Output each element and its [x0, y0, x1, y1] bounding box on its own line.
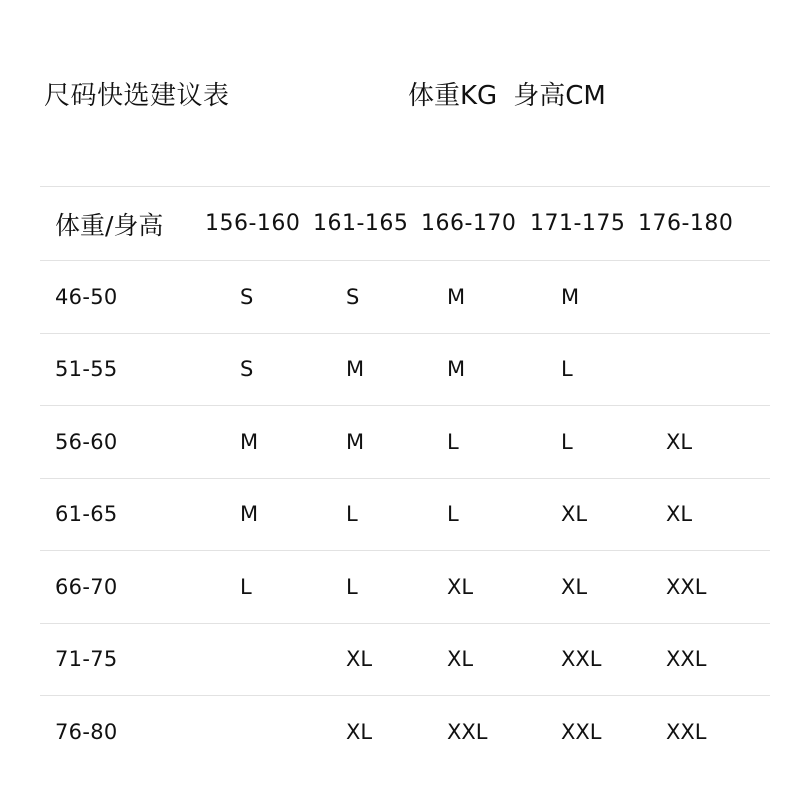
- height-header: 176-180: [638, 211, 734, 236]
- table-row: [40, 696, 770, 769]
- table-corner-label: 体重/身高: [55, 210, 164, 240]
- height-header: 171-175: [530, 211, 626, 236]
- size-cell: XXL: [666, 574, 707, 599]
- weight-label: 76-80: [55, 720, 118, 744]
- size-cell: XXL: [666, 720, 707, 744]
- size-cell: S: [346, 284, 360, 309]
- size-cell: M: [240, 429, 259, 454]
- weight-label: 56-60: [55, 429, 118, 454]
- size-cell: M: [447, 284, 466, 309]
- size-table: [40, 186, 770, 768]
- size-cell: XXL: [561, 647, 602, 672]
- weight-label: 71-75: [55, 647, 118, 672]
- size-cell: L: [240, 574, 252, 599]
- size-cell: [624, 261, 770, 334]
- height-header: 166-170: [421, 211, 517, 236]
- size-cell: M: [447, 357, 466, 382]
- size-cell: M: [561, 284, 580, 309]
- weight-label: 46-50: [55, 284, 118, 309]
- height-header: 161-165: [313, 211, 409, 236]
- size-cell: XL: [666, 429, 693, 454]
- table-row: [40, 623, 770, 696]
- table-row: [40, 261, 770, 334]
- table-header-row: [40, 187, 770, 261]
- size-cell: XXL: [447, 720, 488, 744]
- table-row: [40, 478, 770, 551]
- table-row: [40, 333, 770, 406]
- size-cell: [624, 333, 770, 406]
- size-cell: S: [240, 357, 254, 382]
- size-cell: M: [346, 429, 365, 454]
- size-cell: L: [561, 357, 573, 382]
- size-cell: XL: [346, 720, 373, 744]
- size-cell: XXL: [666, 647, 707, 672]
- size-cell: M: [240, 502, 259, 527]
- table-row: [40, 406, 770, 479]
- size-cell: M: [346, 357, 365, 382]
- chart-title: 尺码快选建议表: [44, 81, 230, 111]
- size-cell: XL: [447, 574, 474, 599]
- size-cell: XL: [447, 647, 474, 672]
- size-cell: XXL: [561, 720, 602, 744]
- units-caption: [408, 78, 606, 114]
- size-cell: XL: [346, 647, 373, 672]
- size-cell: L: [447, 502, 459, 527]
- size-cell: L: [346, 574, 358, 599]
- size-cell: XL: [561, 502, 588, 527]
- size-cell: L: [447, 429, 459, 454]
- size-cell: XL: [666, 502, 693, 527]
- weight-label: 61-65: [55, 502, 118, 527]
- weight-label: 51-55: [55, 357, 118, 382]
- size-cell: L: [346, 502, 358, 527]
- height-unit-label: 身高CM: [513, 81, 606, 111]
- size-cell: [192, 696, 300, 769]
- size-cell: XL: [561, 574, 588, 599]
- table-row: [40, 551, 770, 624]
- weight-unit-label: 体重KG: [408, 81, 498, 111]
- weight-label: 66-70: [55, 574, 118, 599]
- size-cell: [192, 623, 300, 696]
- size-cell: S: [240, 284, 254, 309]
- size-cell: L: [561, 429, 573, 454]
- height-header: 156-160: [205, 211, 301, 236]
